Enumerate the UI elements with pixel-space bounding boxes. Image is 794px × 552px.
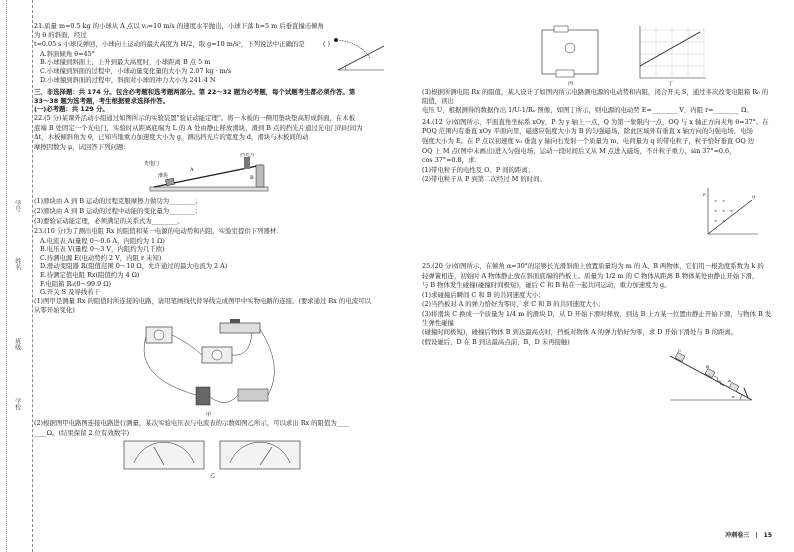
q22-stem-2: 底端 B 处固定一个光电门，实验时从距离底端为 L 的 A 处由静止释放滑块，滑到 B 点的挡光片通过光电门的时间为: [34, 123, 363, 132]
q21-option-b: B.小球撞到斜面上，上升到最大高度时，小球距离 B 点 5 m: [40, 58, 211, 67]
binding-label-student-id: 学号: [13, 200, 21, 212]
q23-item-a: A.电流表 A(量程 0～0.6 A，内阻约为 1 Ω): [40, 236, 165, 245]
binding-label-name: 姓名: [13, 258, 21, 270]
section-3-title-2: 33～38 题为选考题，考生根据要求选择作答。: [34, 96, 170, 105]
q23-item-e: E.待测定值电阻 Rx(阻值约为 4 Ω): [40, 271, 140, 280]
q21-stem: 21.质量 m=0.5 kg 的小球从 A 点以 v₀=10 m/s 的速度水平抛出，小球下落 h=5 m 后垂直撞击倾角为 θ 的斜面，经过: [34, 22, 324, 39]
right-column: [422, 22, 772, 404]
svg-text:挡光片: 挡光片: [240, 153, 256, 159]
svg-text:×: ×: [722, 207, 726, 213]
svg-text:滑块: 滑块: [158, 173, 169, 180]
q25-sub-3: (3)将滑块 C 换成一个质量为 1/4 m 的滑块 D，从 D 开始下滑时释放，到达 B 上方某一位置由静止开始下滑，与物体 B 发生弹性碰撞: [422, 309, 772, 327]
svg-text:×: ×: [714, 217, 718, 223]
binding-label-class: 班级: [13, 338, 21, 350]
q24-stem-4: OQ 上 M 点(图中未画出)进入匀强电场，运动一段时间后又从 M 点进入磁场，不计粒子重力，sin 37°=0.6，: [422, 146, 736, 155]
svg-text:光电门: 光电门: [144, 161, 160, 168]
q23-stem: 23.(10 分)为了测出电阻 Rx 的阻值和某一电源的电动势和内阻，实验室提供下列器材：: [34, 227, 283, 236]
q21-option-c: C.小球撞到斜面的过程中，小球动量变化量的大小为 2.07 kg · m/s: [40, 66, 232, 75]
q23-figure-jia-caption: 甲: [206, 412, 212, 419]
q25-stem-3: 与 B 物体发生碰撞(碰撞时间极短)，碰后 C 和 B 粘在一起共同运动，重力加速度为 g。: [422, 281, 671, 290]
svg-text:×: ×: [730, 207, 734, 213]
q23-item-d: D.滑动变阻器 R(阻值范围 0～10 Ω，允许通过的最大电流为 2 A): [40, 262, 228, 271]
q24-sub-1: (1)带电粒子的电性及 O、P 间的距离；: [422, 165, 535, 174]
svg-text:P: P: [703, 191, 706, 197]
q25-stem: 25.(20 分)如图所示，在倾角 α=30°的足够长光滑斜面上放置质量均为 m 的 A、B 两物体，它们用一根劲度系数为 k 的: [422, 261, 764, 270]
q24-stem-5: cos 37°=0.8，求：: [422, 156, 481, 165]
q25-sub-2: (2)当挡板对 A 的弹力恰好为零时，求 C 和 B 的共同速度大小；: [422, 300, 605, 309]
left-column: [34, 22, 388, 479]
q24-stem-3: 强度大小为 E。在 P 点以初速度 v₀ 垂直 y 轴向右发射一个质量为 m、电荷量为 q 的带电粒子，粒子恰好垂直 OQ 边: [422, 136, 755, 145]
q23-part-2: (2)根据图甲电路图连接电路进行测量，某次实验电压表与电流表的示数如图乙所示，可以求出 Rx 的阻值为____: [34, 419, 350, 428]
q23-item-g: G.开关 S 及导线若干: [40, 288, 101, 297]
q24-figure-field: [700, 186, 760, 240]
svg-text:C: C: [678, 348, 682, 354]
q22-sub-1: (1)滑块由 A 到 B 运动的过程克服摩擦力做功为________；: [34, 197, 202, 206]
section-3-title: 三、非选择题：共 174 分。包含必考题和选考题两部分。第 22～32 题为必考题，每个试题考生都必须作答。第: [34, 88, 356, 97]
q21-option-a: A.斜面倾角 θ=45°: [40, 49, 95, 58]
q21-figure: [330, 32, 388, 74]
q22-sub-2: (2)滑块由 A 到 B 运动的过程中动能的变化量为________；: [34, 206, 202, 215]
section-3-subtitle: (一)必考题：共 129 分。: [34, 105, 109, 114]
q23-part-3b: 电压 U，根据测得的数据作出 1/U-1/R₀ 图像，如图丁所示，则电源的电动势 E=________ V，内阻 r=________ Ω。: [422, 106, 753, 115]
q24-sub-2: (2)带电粒子从 P 到第二次经过 M 的时间。: [422, 175, 546, 184]
q22-stem-4: 摩擦因数为 μ，试回答下列问题：: [34, 142, 130, 151]
q23-part-3: (3)根据所测电阻 Rx 的阻值，某人设计了如图丙所示电路测电源的电动势和内阻，闭合开关 S，通过多次改变电阻箱 R₀ 的阻值，读出: [422, 88, 769, 105]
footer-title: 冲刺卷三: [725, 532, 750, 540]
page-footer: 冲刺卷三 | 15: [725, 532, 772, 540]
svg-text:A: A: [190, 167, 194, 174]
svg-text:A: A: [728, 378, 731, 384]
binding-dotted-line: [6, 0, 7, 552]
q23-figure-yi-caption: 乙: [210, 473, 216, 480]
q23-item-b: B.电压表 V(量程 0～3 V，内阻约为几千欧): [40, 245, 165, 254]
q25-sub-1: (1)求碰撞后瞬间 C 和 B 的共同速度大小；: [422, 290, 545, 299]
svg-text:B: B: [250, 175, 254, 182]
q23-figures-bing-ding: [422, 22, 772, 88]
q22-sub-3: (3)要验证动能定理，必须满足的关系式为________。: [34, 216, 184, 225]
q23-part-2b: ____Ω。(结果保留 2 位有效数字): [34, 428, 130, 437]
binding-strip: [10, 0, 33, 552]
q23-figure-circuit-bing: [532, 22, 612, 86]
svg-text:α: α: [732, 394, 735, 400]
q21-answer-bracket: ( ): [322, 40, 330, 49]
q21: [34, 22, 388, 84]
q25-sub-3c: (假设碰后，D 在 B 到达最高点前，B、D 未再接触): [422, 337, 570, 346]
svg-text:×: ×: [722, 217, 726, 223]
q23-item-f: F.电阻箱 R₀(0～99.9 Ω): [40, 279, 112, 288]
q24-stem-2: POQ 范围内有垂直 xOy 平面向里，磁感应强度大小为 B 的匀强磁场，除此区域外有垂直 x 轴方向的匀强电场，电场: [422, 127, 753, 136]
q22-figure-incline: [144, 153, 274, 197]
page-number: 15: [763, 532, 772, 540]
q23-part-1: (1)图甲是测量 Rx 的阻值时所连接的电路，请用笔画线代替导线完成图甲中实物电路的连接。(要求通过 Rx 的电流可以: [34, 296, 371, 305]
q23-item-c: C.待测电源 E(电动势约 2 V，内阻 r 未知): [40, 253, 162, 262]
q23-figure-ding-caption: 丁: [668, 81, 674, 86]
svg-text:×: ×: [714, 207, 718, 213]
svg-text:×: ×: [722, 197, 726, 203]
svg-text:Q: Q: [752, 193, 756, 199]
q23-figure-meters-yi: [120, 439, 310, 479]
q21-stem-2: t=0.05 s 小球反弹回，小球向上运动的最大高度为 H/2，取 g=10 m/s²，下列说法中正确的是 ( ): [34, 40, 330, 49]
q25-sub-3b: (碰撞时间极短)，碰撞后物体 B 到达最高点时，挡板对物体 A 的弹力恰好为零，求 D 开始下滑处与 B 的距离。: [422, 328, 738, 337]
q23-figure-circuit-jia: [134, 317, 284, 419]
svg-text:×: ×: [714, 197, 718, 203]
q23-figure-bing-caption: 丙: [568, 81, 574, 86]
q25-figure-incline: [666, 348, 756, 404]
binding-label-school: 学校: [13, 398, 21, 410]
svg-text:B: B: [706, 364, 709, 370]
q25-stem-2: 轻弹簧相连，初始时 A 物体静止放在斜面底端的挡板上。质量为 1/2 m 的 C 物体从距离 B 物体某处由静止开始下滑，: [422, 271, 759, 280]
q24-stem: 24.(12 分)如图所示，平面直角坐标系 xOy，P 为 y 轴上一点，Q 为第一象限内一点，OQ 与 x 轴正方向夹角 θ=37°。在: [422, 117, 769, 126]
q23-figure-graph-ding: [630, 22, 710, 86]
q22-stem-3: Δt，木板倾斜角为 θ，已知当地重力加速度大小为 g，测出挡光片的宽度为 d，滑块与木板间的动: [34, 133, 309, 142]
q22-stem: 22.(5 分)某课外活动小组通过如图所示的实验装置"验证动能定理"。将一木板的一侧用垫块垫高形成斜面，在木板: [34, 113, 356, 122]
q21-option-d: D.小球撞到斜面的过程中，斜面对小球的冲力大小为 241.4 N: [40, 75, 216, 84]
q23-part-1b: 从零开始变化): [34, 306, 75, 315]
